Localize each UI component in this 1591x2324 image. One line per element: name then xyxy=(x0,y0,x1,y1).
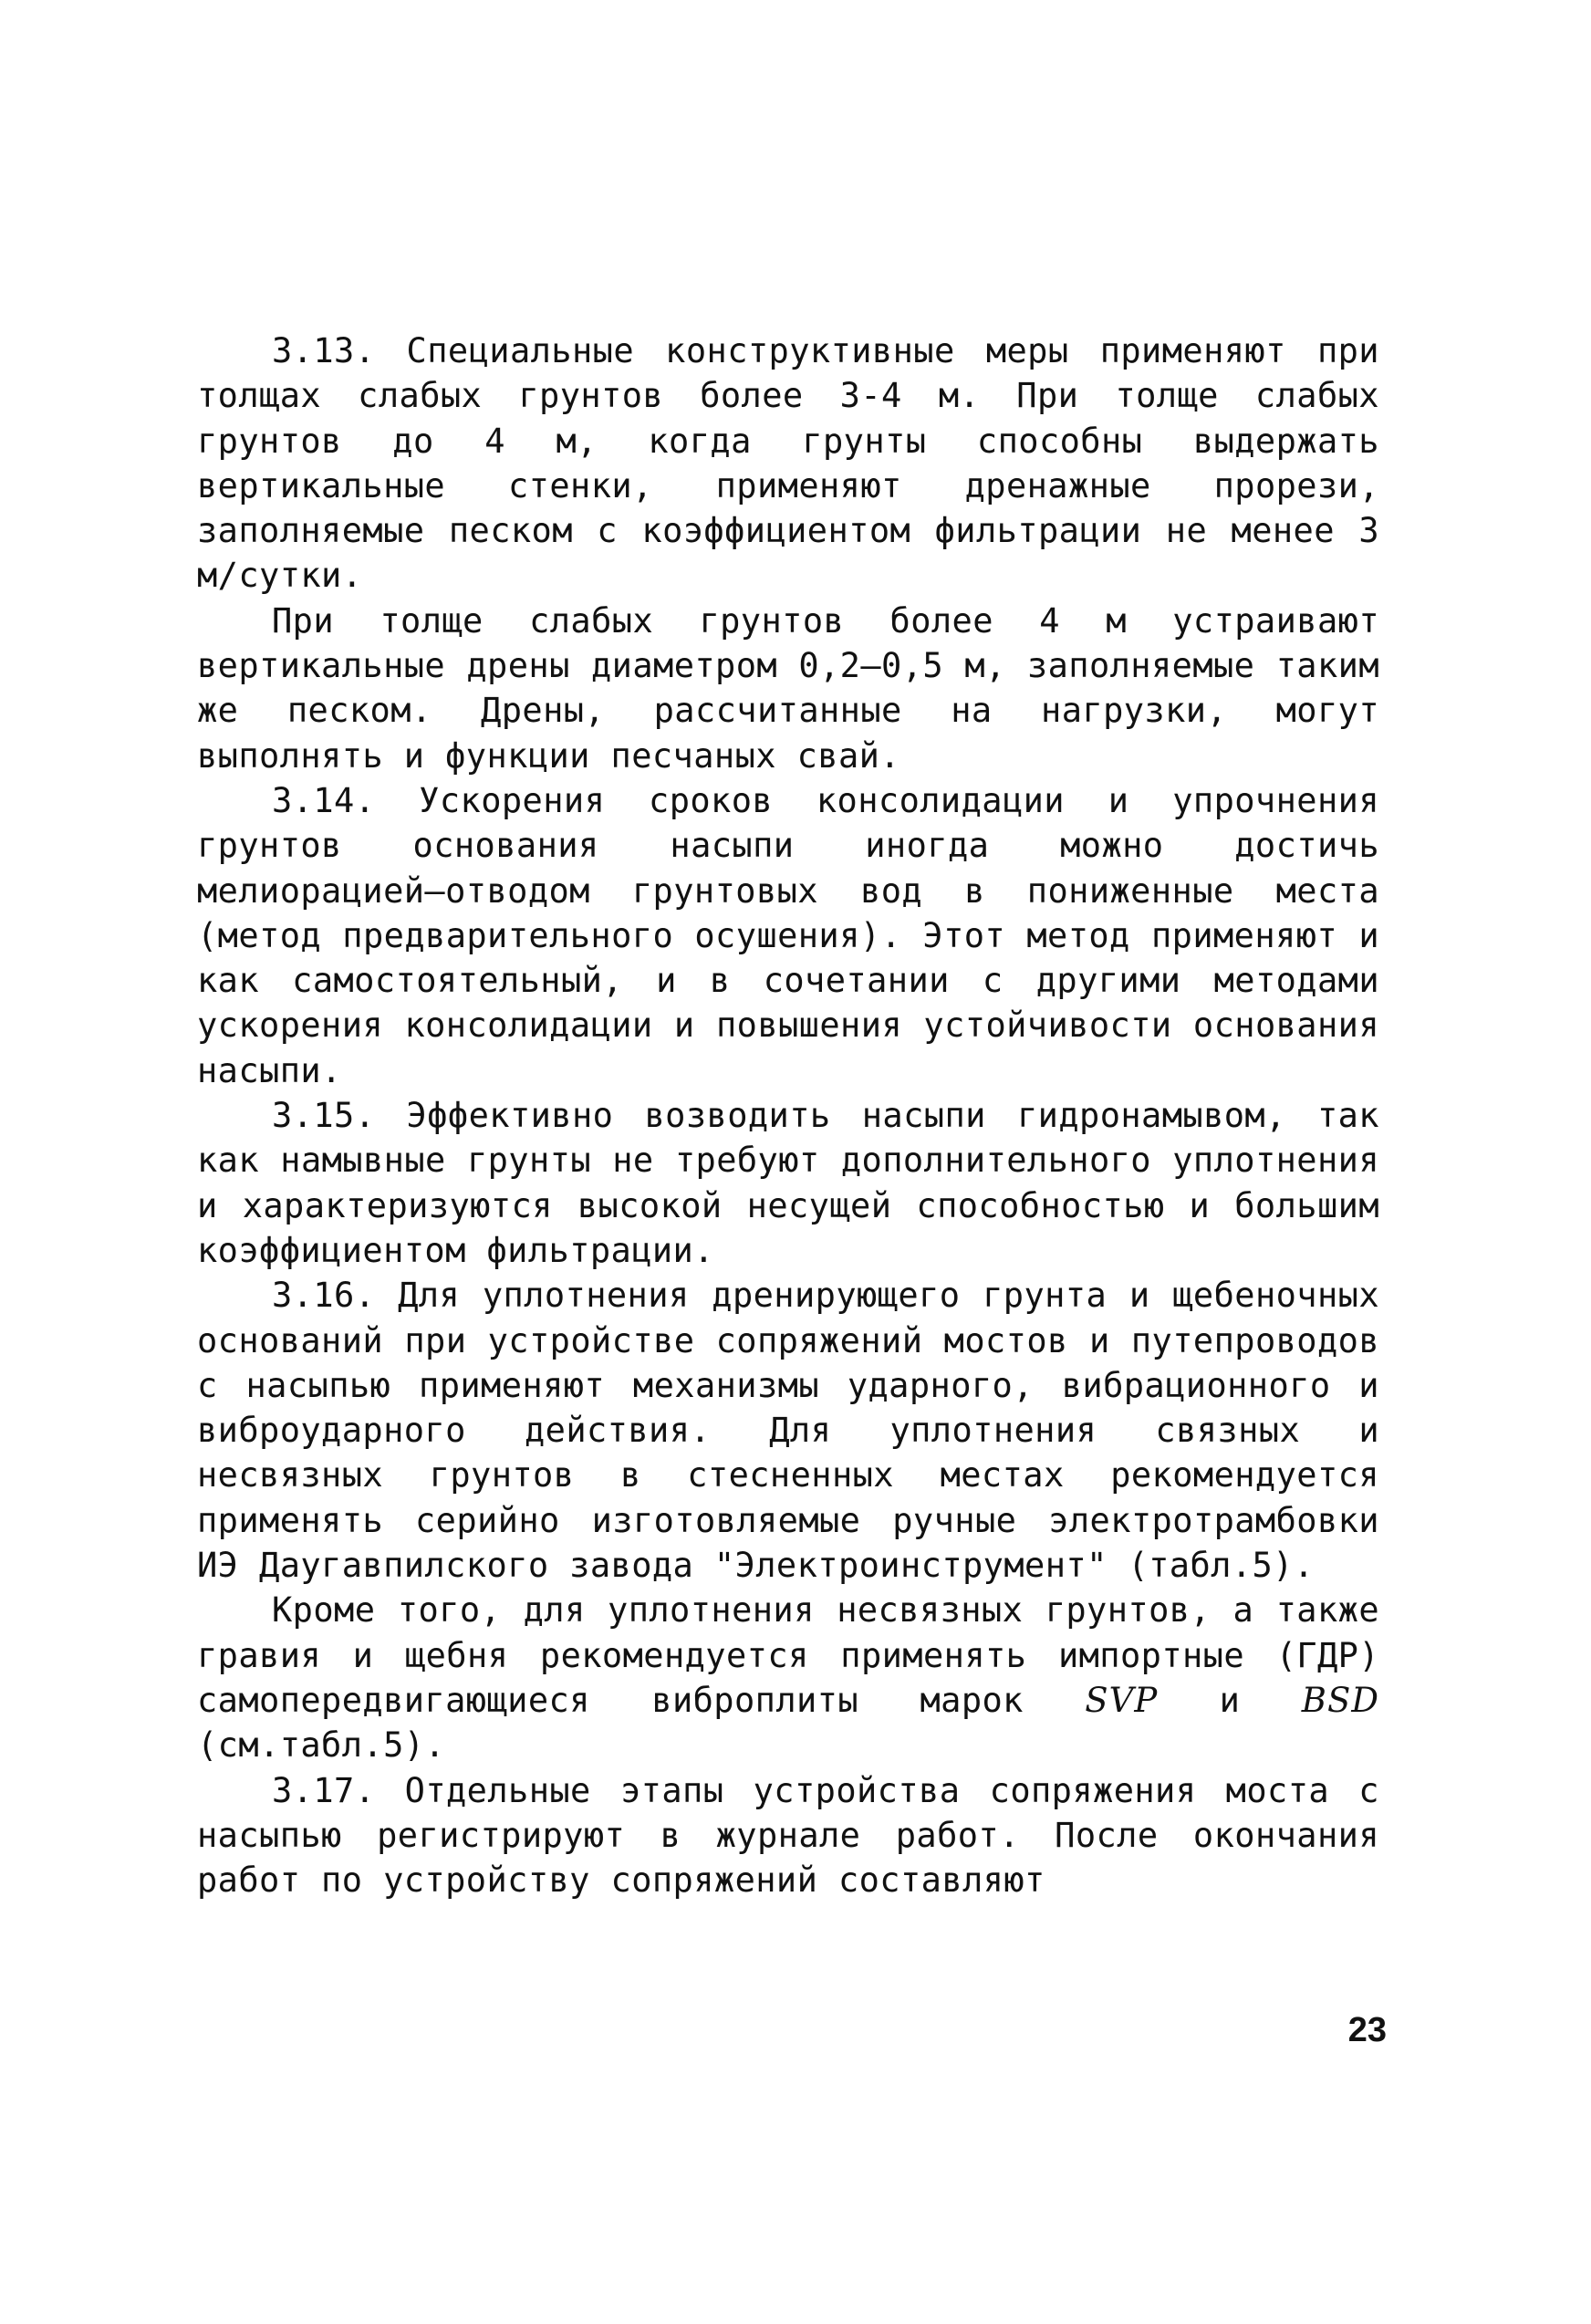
document-body xyxy=(197,328,1379,1902)
paragraph-3-17: 3.17. Отдельные этапы устройства сопряжения моста с насыпью регистрируют в журнале работ. После окончания работ по устройству сопряжений составляют xyxy=(197,1770,1379,1901)
paragraph-text-between-brands: и xyxy=(1158,1680,1302,1720)
paragraph-3-13-continued: При толще слабых грунтов более 4 м устраивают вертикальные дрены диаметром 0,2–0,5 м, заполняемые таким же песком. Дрены, рассчитанные на нагрузки, могут выполнять и функции песчаных свай. xyxy=(197,600,1379,776)
paragraph-text-before-brands: Кроме того, для уплотнения несвязных грунтов, а также гравия и щебня рекомендуется применять импортные (ГДР) самопередвигающиеся виброплиты марок xyxy=(197,1590,1379,1720)
page-number: 23 xyxy=(1347,2011,1387,2049)
brand-svp: SVP xyxy=(1085,1680,1159,1720)
paragraph-3-14: 3.14. Ускорения сроков консолидации и упрочнения грунтов основания насыпи иногда можно достичь мелиорацией–отводом грунтовых вод в пониженные места (метод предварительного осушения). Этот метод применяют и как самостоятельный, и в сочетании с другими методами ускорения консолидации и повышения устойчивости основания насыпи. xyxy=(197,780,1379,1090)
paragraph-3-15: 3.15. Эффективно возводить насыпи гидронамывом, так как намывные грунты не требуют дополнительного уплотнения и характеризуются высокой несущей способностью и большим коэффициентом фильтрации. xyxy=(197,1096,1379,1270)
paragraph-3-16: 3.16. Для уплотнения дренирующего грунта и щебеночных оснований при устройстве сопряжений мостов и путепроводов с насыпью применяют механизмы ударного, вибрационного и виброударного действия. Для уплотнения связных и несвязных грунтов в стесненных местах рекомендуется применять серийно изготовляемые ручные электротрамбовки ИЭ Даугавпилского завода "Электроинструмент" (табл.5). xyxy=(197,1276,1379,1586)
paragraph-text-after-brands: (см.табл.5). xyxy=(197,1725,446,1766)
paragraph-3-16-continued xyxy=(197,1588,1379,1767)
paragraph-3-13: 3.13. Специальные конструктивные меры применяют при толщах слабых грунтов более 3-4 м. При толще слабых грунтов до 4 м, когда грунты способны выдержать вертикальные стенки, применяют дренажные прорези, заполняемые песком с коэффициентом фильтрации не менее 3 м/сутки. xyxy=(197,331,1379,596)
brand-bsd: BSD xyxy=(1301,1680,1379,1720)
